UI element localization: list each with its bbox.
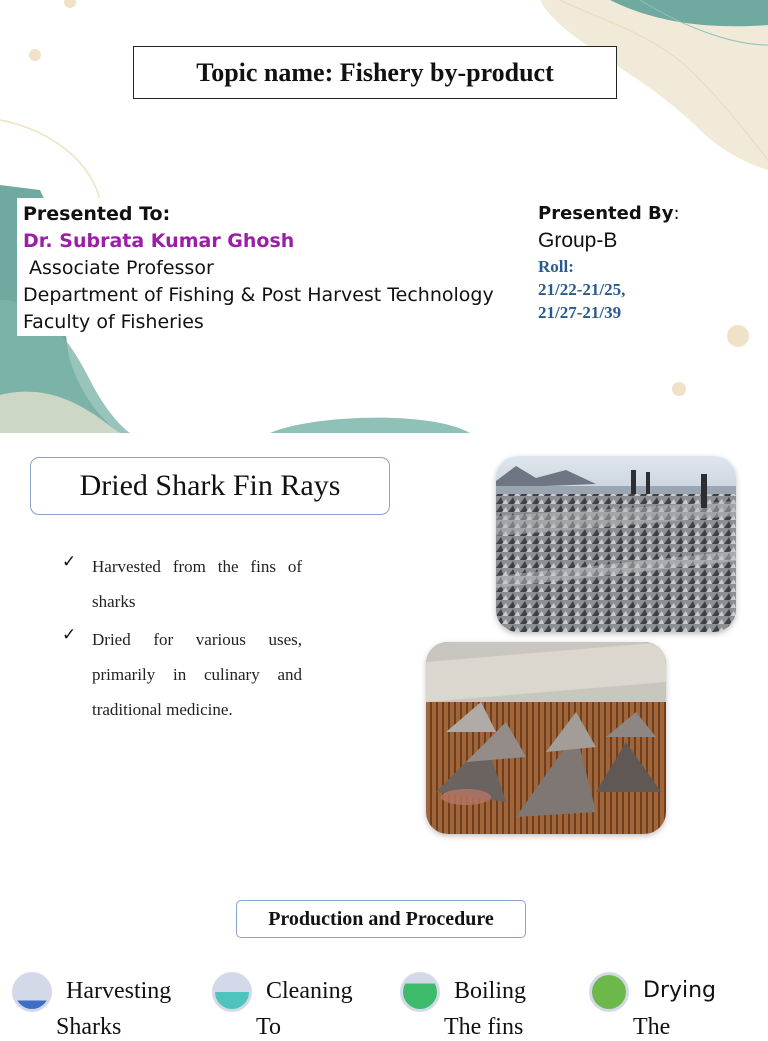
- presented-by-colon: :: [673, 203, 680, 224]
- group-name: Group-B: [538, 229, 618, 252]
- step-continuation: The: [633, 1014, 671, 1040]
- presented-to-box: [17, 198, 494, 336]
- shark-fins-rooftop-image: [496, 456, 736, 632]
- mat-photo-illustration: [426, 642, 666, 834]
- check-icon: ✓: [62, 625, 77, 645]
- topic-title: Topic name: Fishery by-product: [133, 46, 617, 99]
- step-label: Cleaning: [266, 978, 353, 1004]
- supervisor-name: Dr. Subrata Kumar Ghosh: [23, 230, 295, 252]
- bullet-list: [62, 549, 302, 730]
- presented-by-heading: [538, 200, 758, 227]
- bullet-text: Harvested from the fins of sharks: [92, 557, 302, 611]
- step-label: Drying: [643, 978, 717, 1003]
- step-label: Boiling: [454, 978, 527, 1004]
- step-continuation: Sharks: [56, 1014, 122, 1040]
- progress-circle-icon: [210, 970, 254, 1014]
- progress-circle-icon: [10, 970, 54, 1014]
- supervisor-position: Associate Professor: [23, 257, 214, 279]
- supervisor-department: Department of Fishing & Post Harvest Technology: [23, 284, 494, 306]
- supervisor-faculty: Faculty of Fisheries: [23, 311, 204, 333]
- section-heading: Dried Shark Fin Rays: [30, 457, 390, 515]
- title-slide: [0, 0, 768, 433]
- shark-fins-mat-image: [426, 642, 666, 834]
- step-label: Harvesting: [66, 978, 172, 1004]
- list-item: [62, 549, 302, 619]
- progress-fill: [398, 984, 442, 1010]
- step-continuation: The fins: [444, 1014, 524, 1040]
- roll-label: Roll:: [538, 257, 574, 276]
- presented-by-label: Presented By: [538, 203, 674, 224]
- step-continuation: To: [256, 1014, 281, 1040]
- roll-line-1: 21/22-21/25,: [538, 280, 626, 299]
- process-heading: Production and Procedure: [236, 900, 526, 938]
- presented-by-box: [538, 200, 758, 324]
- rooftop-photo-illustration: [496, 456, 736, 632]
- progress-circle-icon: [587, 970, 631, 1014]
- check-icon: ✓: [62, 552, 77, 572]
- roll-line-2: 21/27-21/39: [538, 303, 622, 322]
- bullet-text: Dried for various uses, primarily in culinary and traditional medicine.: [92, 630, 302, 719]
- presented-to-heading: Presented To:: [23, 203, 171, 225]
- list-item: [62, 622, 302, 727]
- progress-circle-icon: [398, 970, 442, 1014]
